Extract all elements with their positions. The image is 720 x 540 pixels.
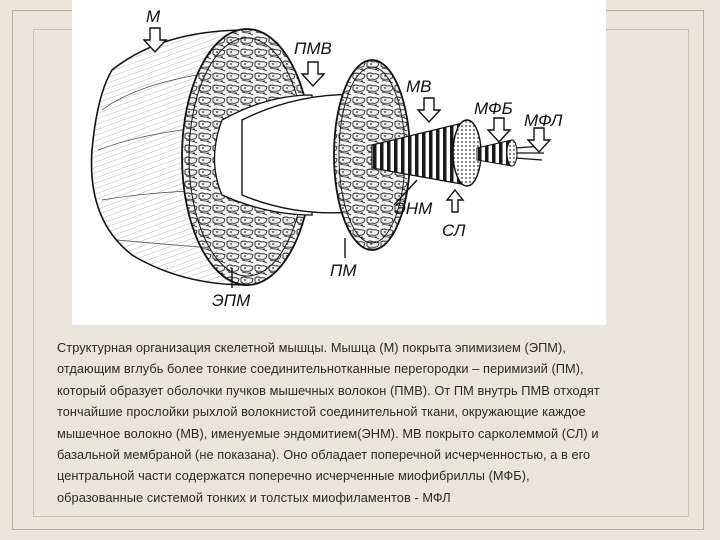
label-pmv: ПМВ [294,39,332,58]
caption-line: Структурная организация скелетной мышцы. Мышца (М) покрыта эпимизием (ЭПМ), [57,340,566,355]
caption-line: отдающим вглубь более тонкие соединительнотканные перегородки – перимизий (ПМ), [57,361,584,377]
arrow-mfl [528,128,550,152]
caption-line: центральной части содержатся поперечно исчерченные миофибриллы (МФБ), [57,468,530,484]
label-mv: МВ [406,77,432,96]
caption-line: тончайшие прослойки рыхлой волокнистой соединительной ткани, окружающие каждое [57,404,586,420]
label-mfl: МФЛ [524,111,563,130]
myofibril [477,140,517,166]
label-epm: ЭПМ [212,291,251,310]
arrow-sl [447,190,463,212]
arrow-mv [418,98,440,122]
label-enm: ЭНМ [394,199,433,218]
label-pm: ПМ [330,261,357,280]
muscle-structure-figure [72,0,606,325]
caption-line: базальной мембраной (не показана). Оно обладает поперечной исчерченностью, а в его [57,447,591,463]
muscle-diagram-svg [72,0,606,325]
caption-line: который образует оболочки пучков мышечных волокон (ПМВ). От ПМ внутрь ПМВ отходят [57,382,600,398]
arrow-mfb [488,118,510,142]
arrow-pmv [302,62,324,86]
caption-line: мышечное волокно (МВ), именуемые эндомитием(ЭНМ). МВ покрыто сарколеммой (СЛ) и [57,425,599,441]
caption-line: образованные системой тонких и толстых миофиламентов - МФЛ [57,489,451,505]
label-mfb: МФБ [474,99,513,118]
label-m: М [146,7,161,26]
figure-caption [57,337,697,508]
label-sl: СЛ [442,221,466,240]
